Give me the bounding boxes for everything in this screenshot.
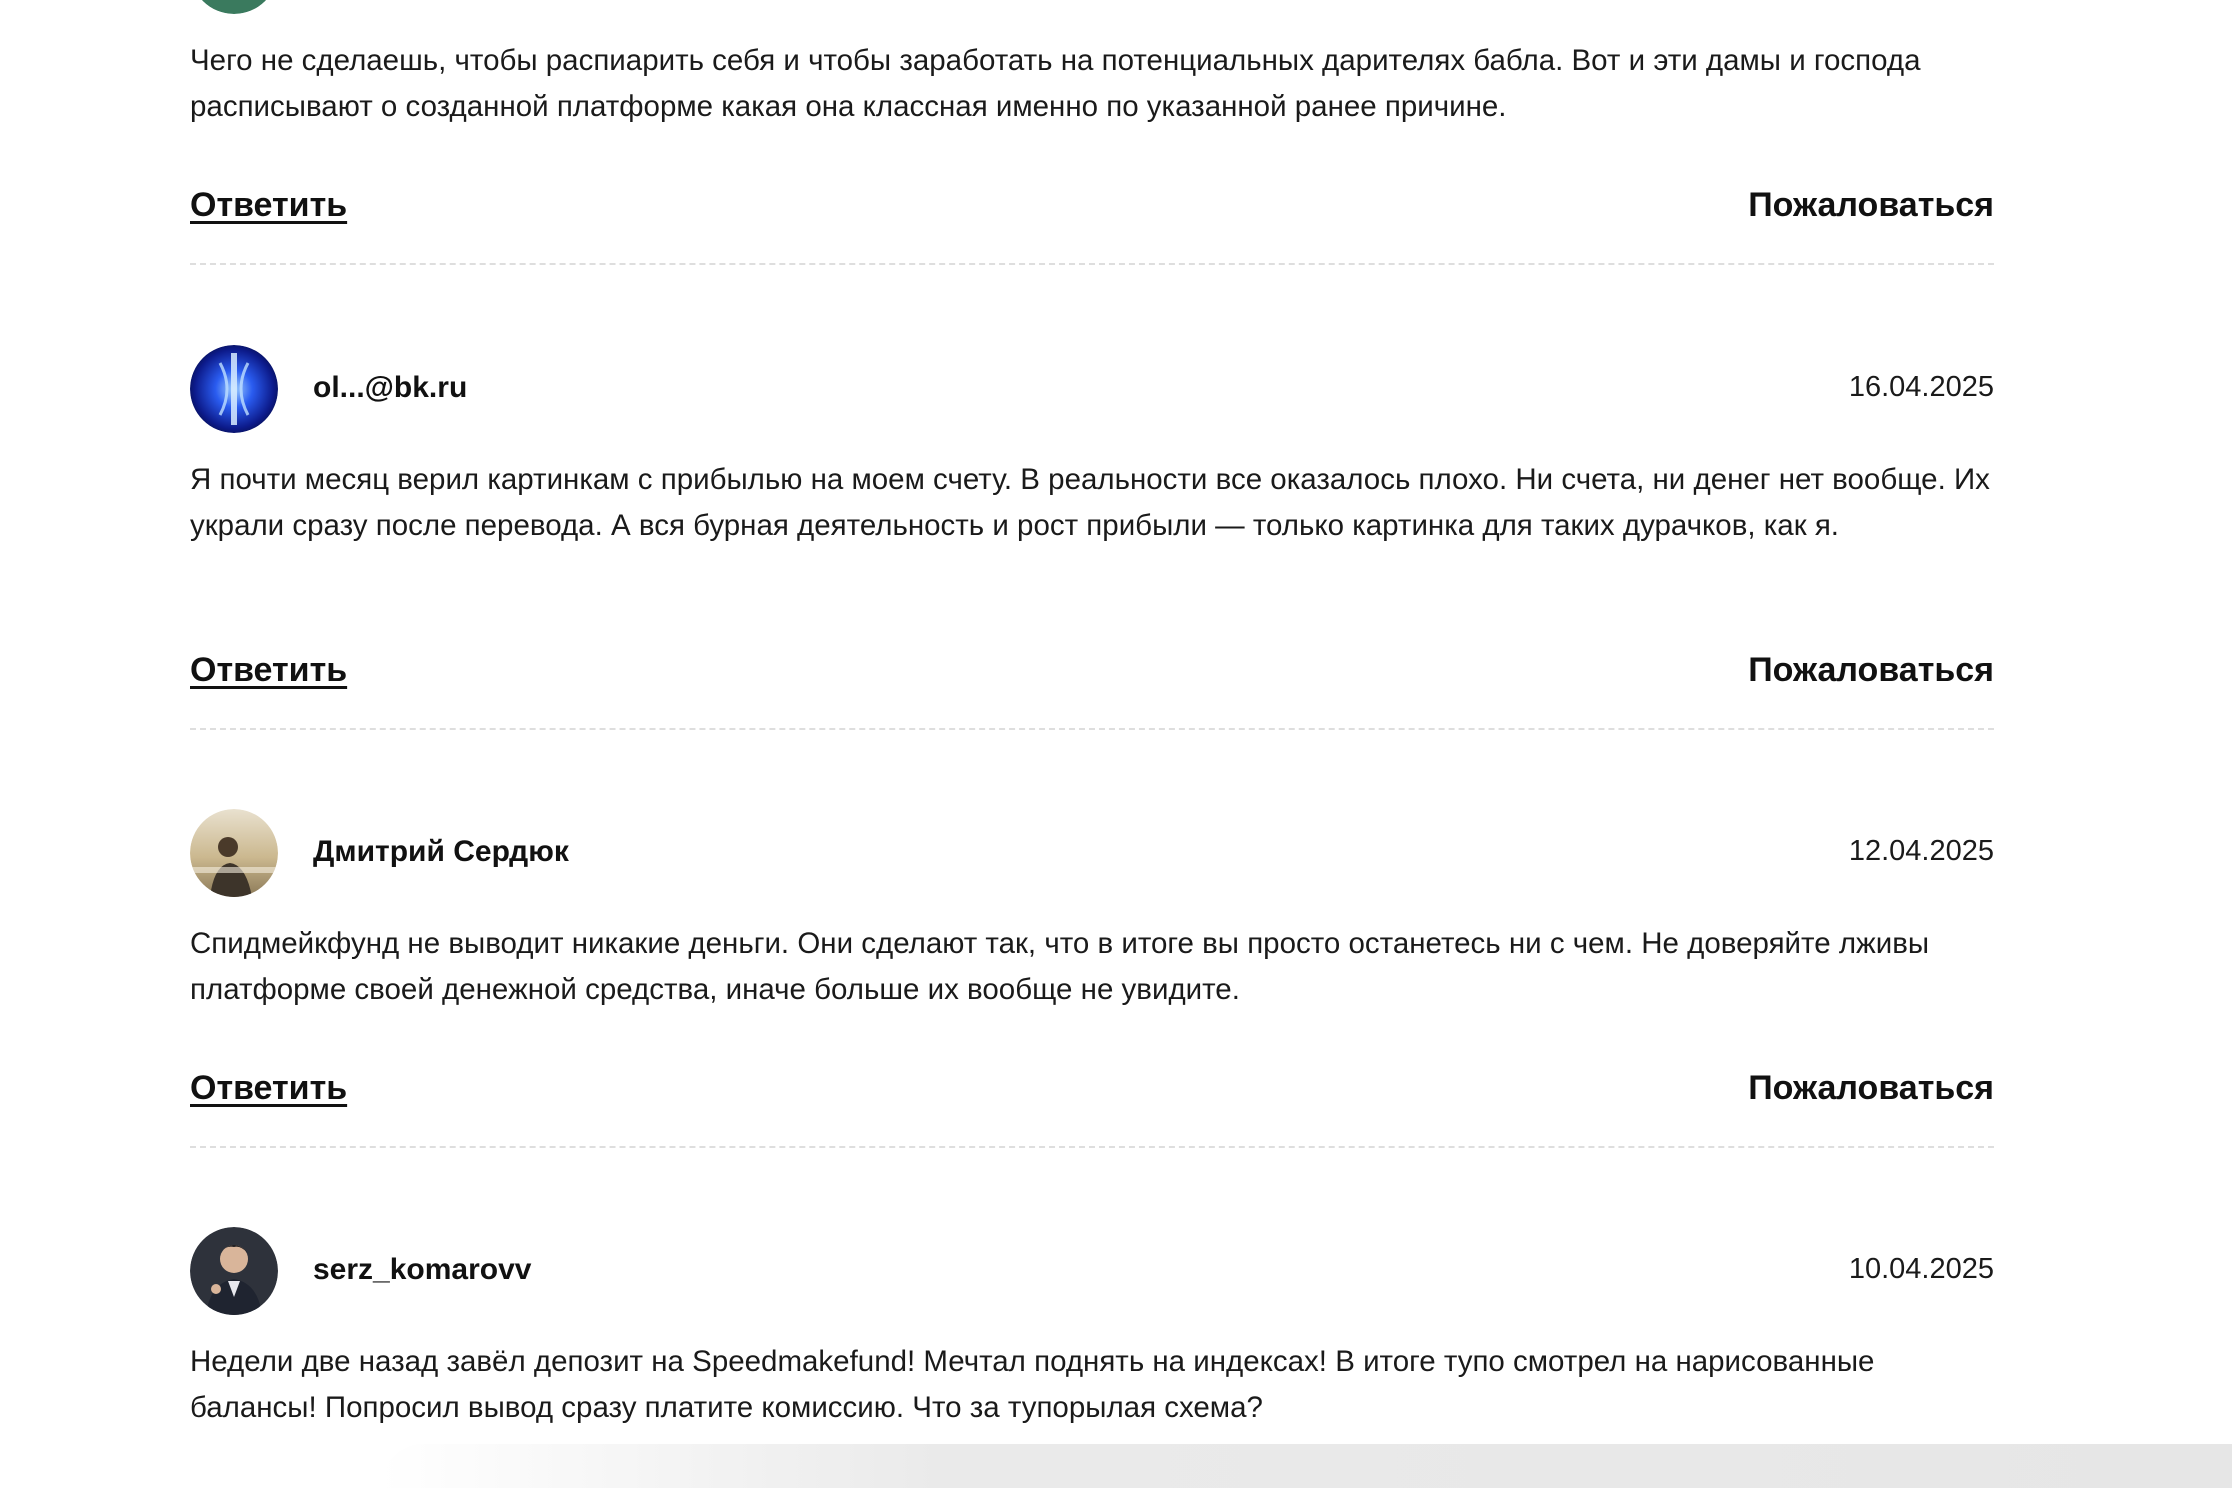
comment-actions xyxy=(190,651,1994,697)
avatar[interactable] xyxy=(190,1227,278,1315)
comment-header xyxy=(190,809,1994,899)
comment-item xyxy=(190,809,1994,1107)
comment-divider xyxy=(190,728,1994,730)
avatar[interactable] xyxy=(190,809,278,897)
report-link[interactable]: Пожаловаться xyxy=(1748,651,1994,689)
comment-text: Я почти месяц верил картинкам с прибылью на моем счету. В реальности все оказалось плохо. Ни счета, ни денег нет вообще. Их украли сразу после перевода. А вся бурная деятельность и рост прибыли — только картинка для таких дурачков, как я. xyxy=(190,463,1990,542)
comment-item xyxy=(190,345,1994,689)
report-link[interactable]: Пожаловаться xyxy=(1748,1069,1994,1107)
avatar-image xyxy=(190,809,278,897)
avatar[interactable] xyxy=(190,345,278,433)
comment-text: Чего не сделаешь, чтобы распиарить себя и чтобы заработать на потенциальных дарителях бабла. Вот и эти дамы и господа расписывают о созданной платформе какая она классная именно по указанной ранее причине. xyxy=(190,44,1921,123)
comment-header xyxy=(190,345,1994,435)
reply-link[interactable]: Ответить xyxy=(190,1069,348,1107)
comment-date: 16.04.2025 xyxy=(1848,371,1994,403)
comment-header xyxy=(190,1227,1994,1317)
comment-date: 10.04.2025 xyxy=(1848,1253,1994,1285)
bottom-fade-overlay xyxy=(380,1444,2232,1488)
avatar-image xyxy=(190,1227,278,1315)
author-name[interactable]: ol...@bk.ru xyxy=(313,371,468,404)
report-link[interactable]: Пожаловаться xyxy=(1748,186,1994,224)
comment-divider xyxy=(190,263,1994,265)
comment-actions xyxy=(190,1069,1994,1115)
avatar-image xyxy=(190,345,278,433)
author-name[interactable]: serz_komarovv xyxy=(313,1253,532,1286)
comment-actions xyxy=(190,186,1994,232)
comment-text: Спидмейкфунд не выводит никакие деньги. Они сделают так, что в итоге вы просто останетесь ни с чем. Не доверяйте лживы платформе своей денежной средства, иначе больше их вообще не увидите. xyxy=(190,927,1930,1006)
avatar[interactable] xyxy=(190,0,278,14)
comment-item xyxy=(190,1227,1994,1424)
reply-link[interactable]: Ответить xyxy=(190,186,348,224)
comment-divider xyxy=(190,1146,1994,1148)
comment-date: 12.04.2025 xyxy=(1848,835,1994,867)
reply-link[interactable]: Ответить xyxy=(190,651,348,689)
avatar-image xyxy=(190,0,278,14)
author-name[interactable]: Дмитрий Сердюк xyxy=(313,835,569,868)
comment-text: Недели две назад завёл депозит на Speedmakefund! Мечтал поднять на индексах! В итоге тупо смотрел на нарисованные балансы! Попросил вывод сразу платите комиссию. Что за тупорылая схема? xyxy=(190,1345,1875,1424)
